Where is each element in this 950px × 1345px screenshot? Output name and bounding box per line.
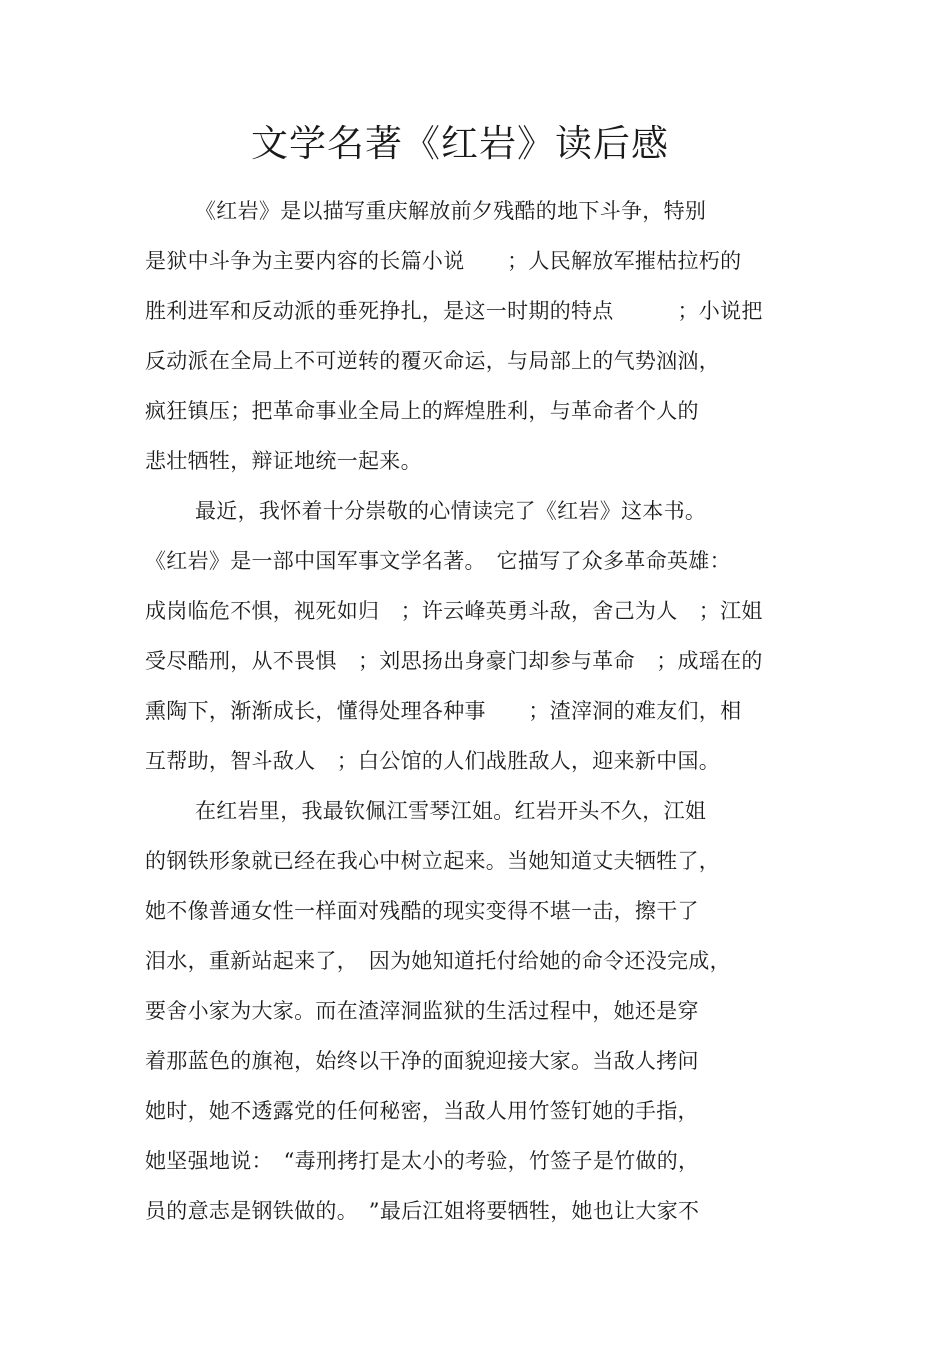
text-line: 着那蓝色的旗袍，始终以干净的面貌迎接大家。当敌人拷问	[145, 1049, 699, 1073]
text-line: 她时，她不透露党的任何秘密，当敌人用竹签钉她的手指，	[145, 1099, 699, 1123]
text-line: 受尽酷刑，从不畏惧 ；刘思扬出身豪门却参与革命 ；成瑶在的	[145, 649, 763, 673]
text-line: 员的意志是钢铁做的。 ”最后江姐将要牺牲，她也让大家不	[145, 1199, 700, 1223]
text-line: 她坚强地说： “毒刑拷打是太小的考验，竹签子是竹做的，	[145, 1149, 700, 1173]
paragraph-3	[145, 786, 845, 1236]
text-line: 《红岩》是一部中国军事文学名著。 它描写了众多革命英雄：	[145, 549, 731, 573]
paragraph-2	[145, 486, 845, 786]
text-line: 最近，我怀着十分崇敬的心情读完了《红岩》这本书。	[195, 499, 707, 523]
text-line: 熏陶下，渐渐成长，懂得处理各种事 ；渣滓洞的难友们，相	[145, 699, 742, 723]
text-line: 是狱中斗争为主要内容的长篇小说 ；人民解放军摧枯拉朽的	[145, 249, 742, 273]
document-title: 文学名著《红岩》读后感	[251, 122, 669, 165]
text-line: 在红岩里，我最钦佩江雪琴江姐。红岩开头不久，江姐	[195, 799, 707, 823]
text-line: 成岗临危不惧，视死如归 ；许云峰英勇斗敌，舍己为人 ；江姐	[145, 599, 763, 623]
document-body	[145, 186, 845, 1236]
text-line: 泪水，重新站起来了， 因为她知道托付给她的命令还没完成，	[145, 949, 731, 973]
text-line: 悲壮牺牲，辩证地统一起来。	[145, 449, 422, 473]
text-line: 的钢铁形象就已经在我心中树立起来。当她知道丈夫牺牲了，	[145, 849, 721, 873]
text-line: 疯狂镇压；把革命事业全局上的辉煌胜利，与革命者个人的	[145, 399, 699, 423]
text-line: 她不像普通女性一样面对残酷的现实变得不堪一击，擦干了	[145, 899, 699, 923]
text-line: 要舍小家为大家。而在渣滓洞监狱的生活过程中，她还是穿	[145, 999, 699, 1023]
text-line: 互帮助，智斗敌人 ；白公馆的人们战胜敌人，迎来新中国。	[145, 749, 721, 773]
text-line: 反动派在全局上不可逆转的覆灭命运，与局部上的气势汹汹，	[145, 349, 721, 373]
text-line: 胜利进军和反动派的垂死挣扎，是这一时期的特点 ；小说把	[145, 299, 763, 323]
text-line: 《红岩》是以描写重庆解放前夕残酷的地下斗争，特别	[195, 199, 707, 223]
paragraph-1	[145, 186, 845, 486]
